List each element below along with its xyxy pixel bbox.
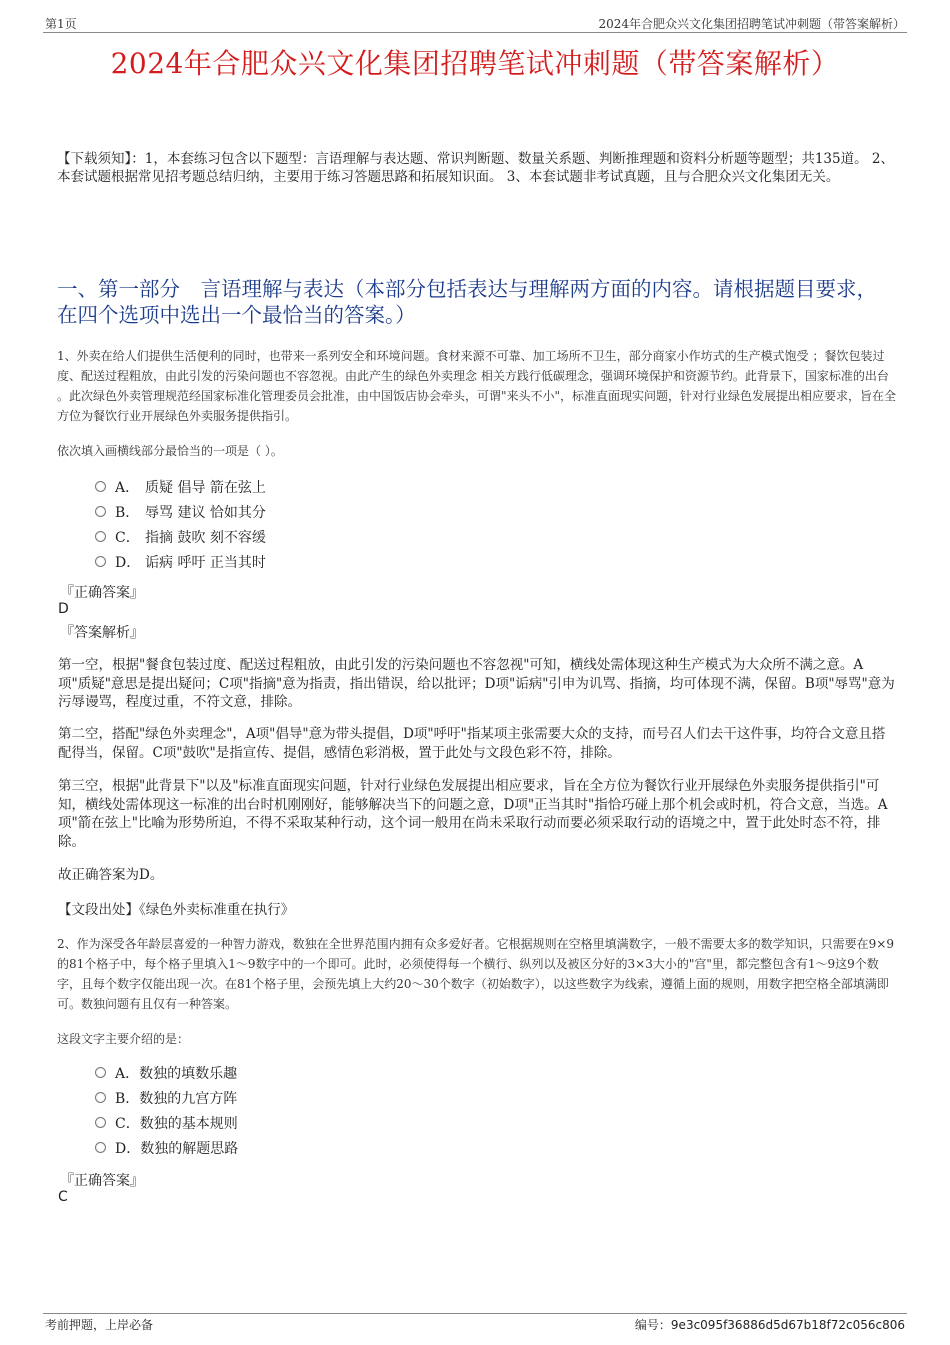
option-text: 数独的解题思路 xyxy=(140,1140,239,1157)
option-text: 辱骂 建议 恰如其分 xyxy=(145,504,266,521)
document-code: 编号：9e3c095f36886d5d67b18f72c056c806 xyxy=(634,1318,905,1332)
page-number: 第1页 xyxy=(45,17,77,31)
analysis-label: 『答案解析』 xyxy=(60,625,144,641)
radio-icon[interactable] xyxy=(95,506,106,517)
answer-value: C xyxy=(58,1189,68,1205)
section-heading: 一、第一部分 言语理解与表达（本部分包括表达与理解两方面的内容。请根据题目要求，在四个选项中选出一个最恰当的答案。） xyxy=(57,277,877,327)
page-header xyxy=(43,14,907,33)
analysis-paragraph-1: 第一空，根据"餐食包装过度、配送过程粗放，由此引发的污染问题也不容忽视"可知，横线处需体现这种生产模式为大众所不满之意。A项"质疑"意思是提出疑问；C项"指摘"意为指责，指出错误，给以批评；D项"诟病"引申为讥骂、指摘，均可体现不满，保留。B项"辱骂"意为污辱谩骂，程度过重，不符文意，排除。 xyxy=(58,657,895,710)
radio-icon[interactable] xyxy=(95,1142,106,1153)
option-letter: B． xyxy=(115,1090,140,1107)
question-2-prompt: 这段文字主要介绍的是： xyxy=(57,1032,190,1046)
option-c[interactable]: C． 指摘 鼓吹 刻不容缓 xyxy=(95,524,266,549)
option-text: 诟病 呼吁 正当其时 xyxy=(145,554,266,571)
answer-value: D xyxy=(58,601,69,617)
radio-icon[interactable] xyxy=(95,556,106,567)
analysis-conclusion: 故正确答案为D。 xyxy=(58,867,164,883)
analysis-paragraph-2: 第二空，搭配"绿色外卖理念"，A项"倡导"意为带头提倡，D项"呼吁"指某项主张需要大众的支持，而号召人们去干这件事，均符合文意且搭配得当，保留。C项"鼓吹"是指宣传、提倡，感情色彩消极，置于此处与文段色彩不符，排除。 xyxy=(58,726,886,761)
option-d[interactable] xyxy=(95,1135,238,1160)
page-footer xyxy=(43,1313,907,1332)
option-letter: D． xyxy=(115,1140,141,1157)
question-1-text: 1、外卖在给人们提供生活便利的同时，也带来一系列安全和环境问题。食材来源不可靠、加工场所不卫生，部分商家小作坊式的生产模式饱受 ；餐饮包装过度、配送过程粗放，由此引发的污染问题也不容忽视。由此产生的绿色外卖理念 相关方践行低碳理念，强调环境保护和资源节约。此背景下，国家标准的出台 。此次绿色外卖管理规范经国家标准化管理委员会批准，由中国饭店协会牵头，可谓"来头不小"，标准直面现实问题，针对行业绿色发展提出相应要求，旨在全方位为餐饮行业开展绿色外卖服务提供指引。 xyxy=(57,349,897,423)
option-d[interactable]: D． 诟病 呼吁 正当其时 xyxy=(95,549,266,574)
option-text: 质疑 倡导 箭在弦上 xyxy=(145,479,266,496)
option-text: 数独的基本规则 xyxy=(139,1115,238,1132)
option-b[interactable] xyxy=(95,1085,238,1110)
option-letter: C． xyxy=(115,1115,140,1132)
radio-icon[interactable] xyxy=(95,1067,106,1078)
option-text: 指摘 鼓吹 刻不容缓 xyxy=(145,529,266,546)
answer-label: 『正确答案』 xyxy=(60,585,144,601)
question-2-text: 2、作为深受各年龄层喜爱的一种智力游戏，数独在全世界范围内拥有众多爱好者。它根据规则在空格里填满数字，一般不需要太多的数学知识，只需要在9×9的81个格子中，每个格子里填入1～9数字中的一个即可。此时，必须使得每一个横行、纵列以及被区分好的3×3大小的"宫"里，都完整包含有1～9这9个数字，且每个数字仅能出现一次。在81个格子里，会预先填上大约20～30个数字（初始数字），以这些数字为线索，遵循上面的规则，用数字把空格全部填满即可。数独问题有且仅有一种答案。 xyxy=(57,937,894,1011)
option-letter: A． xyxy=(115,1065,140,1082)
source-citation: 【文段出处】《绿色外卖标准重在执行》 xyxy=(58,902,295,918)
answer-label: 『正确答案』 xyxy=(60,1173,144,1189)
radio-icon[interactable] xyxy=(95,1117,106,1128)
header-doc-title: 2024年合肥众兴文化集团招聘笔试冲刺题（带答案解析） xyxy=(598,17,905,31)
question-1-prompt: 依次填入画横线部分最恰当的一项是（ ）。 xyxy=(57,444,283,458)
option-text: 数独的九宫方阵 xyxy=(139,1090,238,1107)
analysis-paragraph-3: 第三空，根据"此背景下"以及"标准直面现实问题，针对行业绿色发展提出相应要求，旨在全方位为餐饮行业开展绿色外卖服务提供指引"可知，横线处需体现这一标准的出台时机刚刚好，能够解决当下的问题之意，D项"正当其时"指恰巧碰上那个机会或时机，符合文意，当选。A项"箭在弦上"比喻为形势所迫，不得不采取某种行动，这个词一般用在尚未采取行动而要必须采取行动的语境之中，置于此处时态不符，排除。 xyxy=(58,778,888,850)
question-2-options xyxy=(95,1060,238,1160)
radio-icon[interactable] xyxy=(95,531,106,542)
option-a[interactable] xyxy=(95,1060,238,1085)
option-text: 数独的填数乐趣 xyxy=(139,1065,238,1082)
option-b[interactable]: B． 辱骂 建议 恰如其分 xyxy=(95,499,266,524)
footer-slogan: 考前押题，上岸必备 xyxy=(45,1318,154,1332)
radio-icon[interactable] xyxy=(95,1092,106,1103)
radio-icon[interactable] xyxy=(95,481,106,492)
option-c[interactable] xyxy=(95,1110,238,1135)
question-1-options xyxy=(95,474,266,574)
document-title: 2024年合肥众兴文化集团招聘笔试冲刺题（带答案解析） xyxy=(110,47,840,80)
download-notice: 【下载须知】：1，本套练习包含以下题型：言语理解与表达题、常识判断题、数量关系题、判断推理题和资料分析题等题型；共135道。 2、本套试题根据常见招考题总结归纳，主要用于练习答题思路和拓展知识面。 3、本套试题非考试真题，且与合肥众兴文化集团无关。 xyxy=(57,151,894,185)
option-a[interactable]: A． 质疑 倡导 箭在弦上 xyxy=(95,474,266,499)
